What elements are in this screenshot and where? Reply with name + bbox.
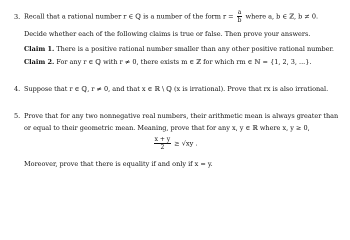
claim-1-text: There is a positive rational number smaller than any other positive rational number. [54, 45, 334, 53]
claim-2-label: Claim 2. [24, 58, 55, 66]
problem-3-intro-before: Recall that a rational number r ∈ ℚ is a number of the form r = [24, 12, 236, 21]
fraction-numerator: a [237, 9, 242, 16]
problem-number: 3. [14, 12, 21, 21]
am-gm-formula [0, 136, 350, 151]
formula-denominator: 2 [160, 144, 165, 151]
claim-1 [24, 45, 334, 53]
fraction-denominator: b [237, 17, 242, 24]
problem-3-instruction: Decide whether each of the following claims is true or false. Then prove your answers. [24, 30, 311, 38]
problem-4-text: Suppose that r ∈ ℚ, r ≠ 0, and that x ∈ ℝ \ ℚ (x is irrational). Prove that rx is also irrational. [24, 85, 329, 93]
problem-3-intro-after: where a, b ∈ ℤ, b ≠ 0. [243, 12, 319, 21]
problem-4 [14, 85, 328, 93]
claim-2-text: For any r ∈ ℚ with r ≠ 0, there exists m ∈ ℤ for which rm ∈ ℕ = {1, 2, 3, ...}. [54, 58, 312, 66]
formula-numerator: x + y [154, 136, 171, 143]
problem-5-text-1: Prove that for any two nonnegative real numbers, their arithmetic mean is always greater than [24, 112, 339, 120]
claim-1-label: Claim 1. [24, 45, 55, 53]
formula-fraction [154, 136, 172, 151]
problem-number: 5. [14, 112, 21, 120]
claim-2 [24, 58, 311, 66]
formula-rest: ≥ √xy . [172, 139, 198, 148]
problem-number: 4. [14, 85, 21, 93]
problem-5-line-3: Moreover, prove that there is equality if and only if x = y. [24, 160, 213, 168]
problem-3-intro [14, 9, 318, 24]
problem-5-line-2: or equal to their geometric mean. Meaning, prove that for any x, y ∈ ℝ where x, y ≥ 0, [24, 124, 310, 132]
problem-5-line-1 [14, 112, 338, 120]
fraction-a-over-b [237, 9, 243, 24]
